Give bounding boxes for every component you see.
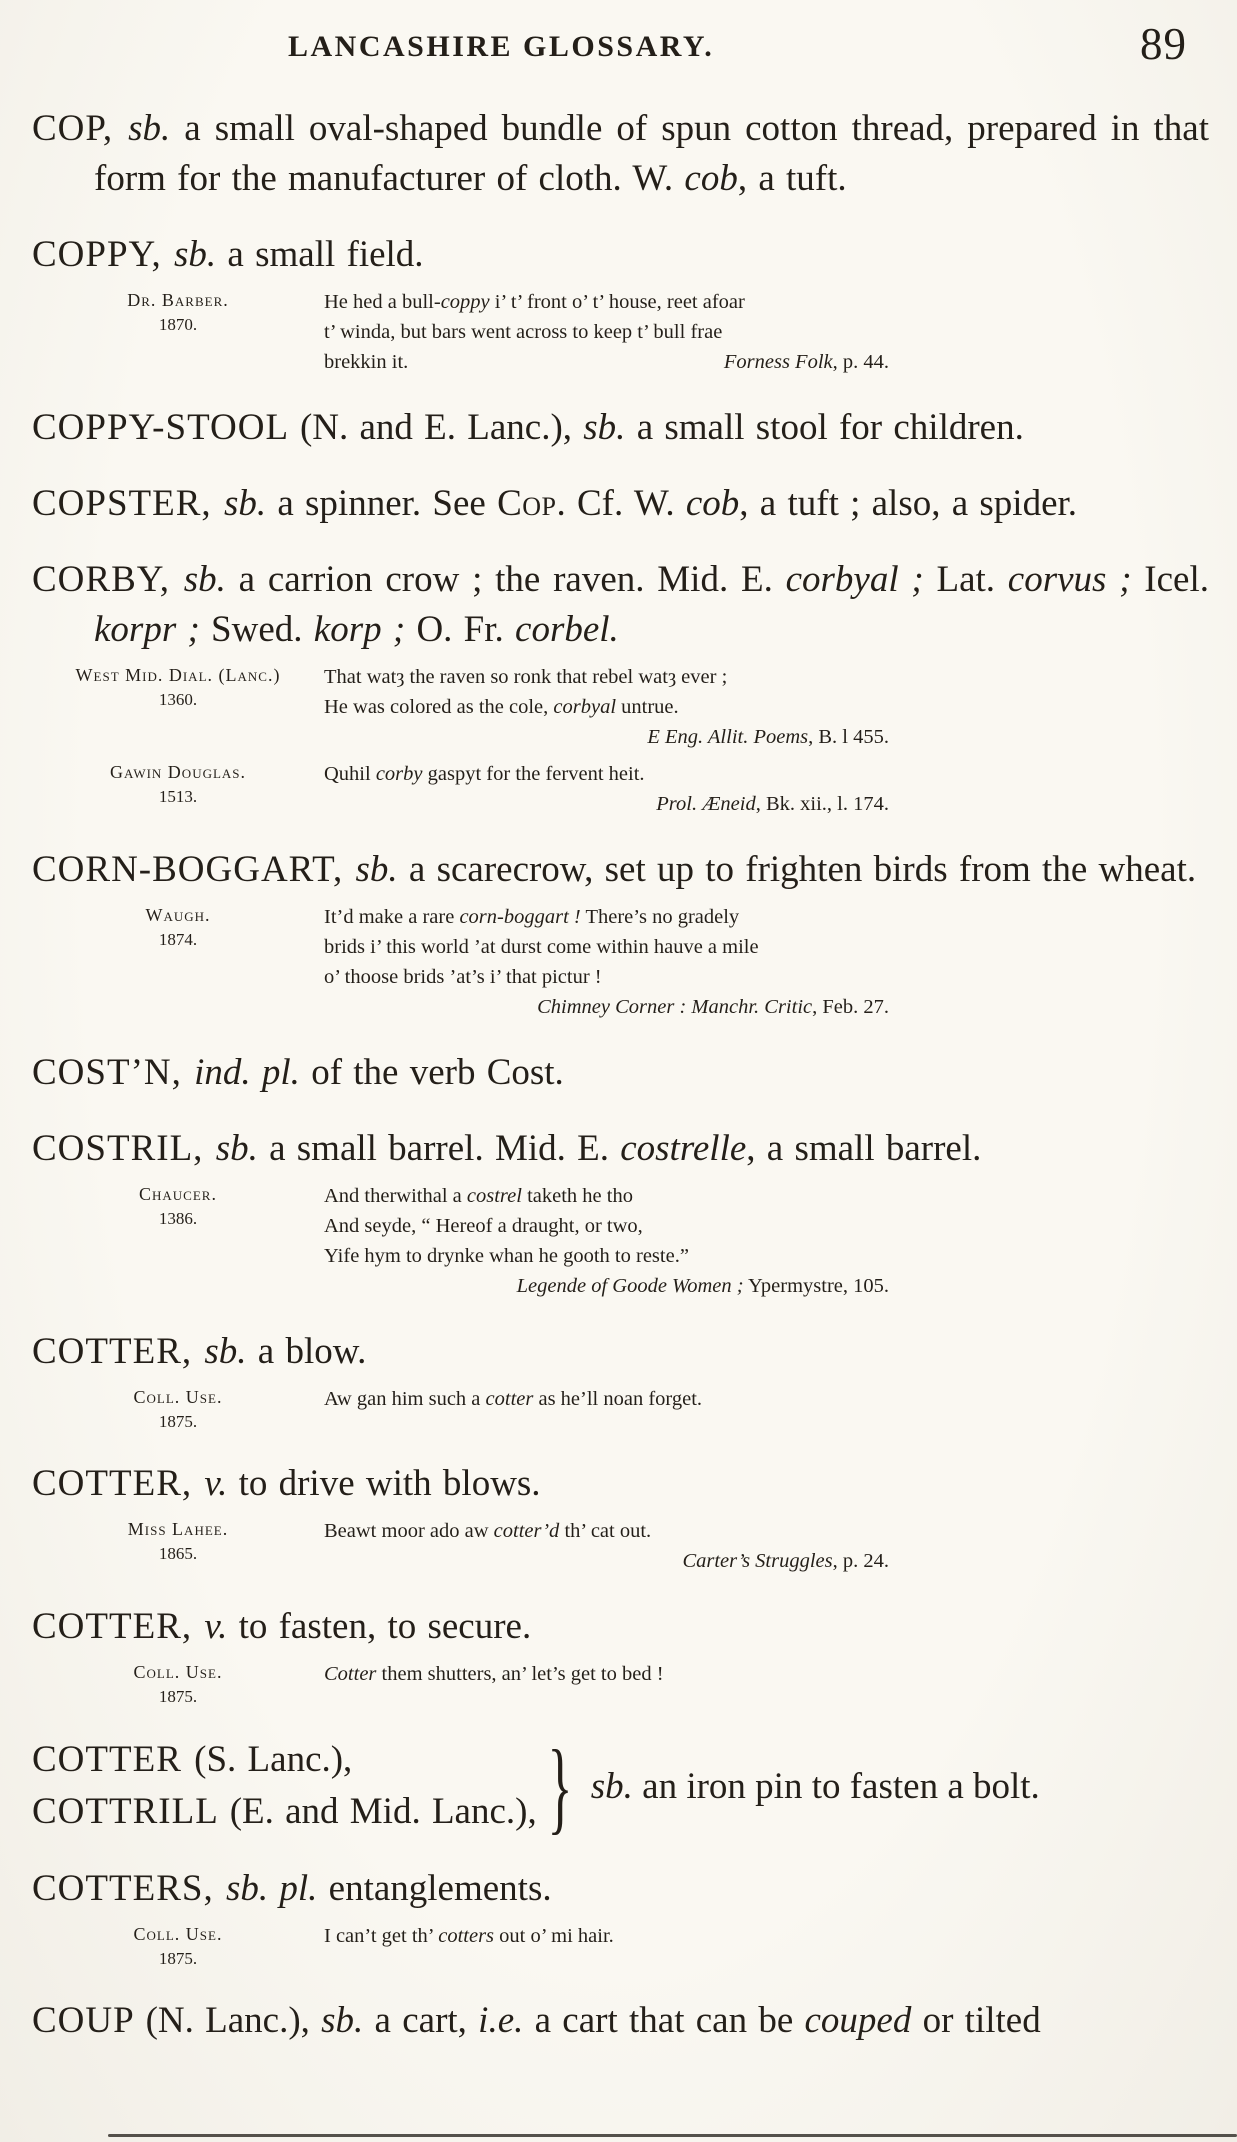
- quote-line: [324, 1241, 889, 1271]
- citation-reference: [324, 992, 889, 1022]
- headword: COPSTER,: [32, 483, 224, 524]
- text: entanglements.: [317, 1868, 552, 1909]
- italic-text: corbyal ;: [785, 559, 924, 600]
- italic-text: korp ;: [313, 609, 406, 650]
- italic-text: cob: [685, 483, 740, 524]
- text: (E. and Mid. Lanc.),: [229, 1791, 537, 1832]
- text: I can’t get th’: [324, 1925, 439, 1947]
- citation-year: 1875.: [158, 1687, 198, 1706]
- text: Quhil: [324, 763, 376, 785]
- italic-text: sb.: [223, 483, 267, 524]
- entry-coppy: [32, 230, 1209, 377]
- citation-quote: [324, 902, 889, 1022]
- text: It’d make a rare: [324, 906, 460, 928]
- italic-text: E Eng. Allit. Poems: [647, 726, 809, 748]
- citation-year: 1870.: [158, 315, 198, 334]
- citation-source: Chaucer.: [139, 1184, 217, 1204]
- italic-text: cotter: [485, 1388, 534, 1410]
- italic-text: corvus ;: [1007, 559, 1132, 600]
- entry-coppy-stool: [32, 403, 1209, 453]
- text: He hed a bull-: [324, 291, 441, 313]
- italic-text: i.e.: [478, 2000, 524, 2041]
- italic-text: sb. pl.: [225, 1868, 318, 1909]
- text: out o’ mi hair.: [494, 1925, 614, 1947]
- headword: COPPY,: [32, 234, 175, 275]
- headword: COTTERS,: [32, 1868, 226, 1909]
- entry-cotter-drive: [32, 1459, 1209, 1576]
- headword: COPPY-STOOL: [32, 407, 300, 448]
- citation-quote: [324, 1384, 889, 1414]
- text: to fasten, to secure.: [227, 1606, 532, 1647]
- text: a spinner. See: [266, 483, 498, 524]
- entry-headline: [32, 1734, 537, 1786]
- italic-text: cotter’d: [493, 1520, 560, 1542]
- citation-source: West Mid. Dial. (Lanc.): [75, 665, 281, 685]
- text: , B. l 455.: [808, 726, 889, 748]
- citation: [32, 1384, 1209, 1433]
- text: , a tuft.: [737, 158, 847, 199]
- citation: [32, 662, 1209, 752]
- text: , p. 24.: [832, 1550, 889, 1572]
- text: a small barrel. Mid. E.: [257, 1128, 621, 1169]
- italic-text: cotters: [438, 1925, 495, 1947]
- citation-source: Dr. Barber.: [127, 290, 229, 310]
- text: th’ cat out.: [559, 1520, 652, 1542]
- citation-reference: [324, 789, 889, 819]
- headword: COTTER,: [32, 1606, 205, 1647]
- text: . Cf. W.: [556, 483, 686, 524]
- quote-line: [324, 1181, 889, 1211]
- text: as he’ll noan forget.: [533, 1388, 703, 1410]
- italic-text: sb.: [590, 1765, 633, 1807]
- text: i’ t’ front o’ t’ house, reet afoar: [489, 291, 745, 313]
- quote-line: [324, 962, 889, 992]
- italic-text: sb.: [174, 234, 217, 275]
- italic-text: korpr ;: [94, 609, 200, 650]
- page-header: [32, 16, 1209, 78]
- text: And seyde, “ Hereof a draught, or two,: [324, 1215, 643, 1237]
- citation-year: 1874.: [158, 930, 198, 949]
- citation-source: Miss Lahee.: [127, 1519, 229, 1539]
- italic-text: sb.: [355, 849, 398, 890]
- citation-attribution: [32, 1659, 324, 1708]
- citation-attribution: [32, 287, 324, 336]
- italic-text: Cotter: [324, 1663, 377, 1685]
- quote-line: [324, 1211, 889, 1241]
- citation: [32, 902, 1209, 1022]
- citation: [32, 759, 1209, 819]
- text: untrue.: [616, 696, 679, 718]
- citation: [32, 1516, 1209, 1576]
- headword: COST’N,: [32, 1052, 195, 1093]
- page-number: 89: [1140, 19, 1187, 69]
- quote-line: [324, 1921, 889, 1951]
- quote-line: [324, 317, 889, 347]
- text: He was colored as the cole,: [324, 696, 554, 718]
- quote-line: [324, 1659, 889, 1689]
- quote-line: [324, 692, 889, 722]
- citation-attribution: [32, 759, 324, 808]
- text: O. Fr.: [405, 609, 516, 650]
- citation-quote: [324, 287, 889, 377]
- text: gaspyt for the fervent heit.: [422, 763, 645, 785]
- entry-headline: [32, 403, 1209, 453]
- text: to drive with blows.: [227, 1463, 541, 1504]
- quote-line: [324, 662, 889, 692]
- citation-reference: [324, 1271, 889, 1301]
- citation-quote: [324, 1181, 889, 1301]
- quote-line: [324, 1516, 889, 1546]
- text: (S. Lanc.),: [194, 1739, 353, 1780]
- quote-line: [324, 287, 889, 317]
- citation: [32, 1659, 1209, 1708]
- headword: COP,: [32, 108, 129, 149]
- citation-source: Waugh.: [145, 905, 211, 925]
- entry-costril: [32, 1124, 1209, 1301]
- entry-costn: [32, 1048, 1209, 1098]
- headword: CORBY,: [32, 559, 184, 600]
- entry-cop: [32, 104, 1209, 204]
- text: (N. and E. Lanc.),: [299, 407, 584, 448]
- text: t’ winda, but bars went across to keep t’ bull frae: [324, 321, 723, 343]
- text: (N. Lanc.),: [145, 2000, 322, 2041]
- italic-text: couped: [804, 2000, 912, 2041]
- text: brids i’ this world ’at durst come within hauve a mile: [324, 936, 759, 958]
- citation-source: Coll. Use.: [133, 1924, 223, 1944]
- entry-headline: [32, 1786, 537, 1838]
- italic-text: sb.: [583, 407, 626, 448]
- entry-headline: [32, 555, 1209, 655]
- text: them shutters, an’ let’s get to bed !: [376, 1663, 664, 1685]
- text: , p. 44.: [832, 351, 889, 373]
- italic-text: v.: [204, 1606, 228, 1647]
- text: a small stool for children.: [625, 407, 1024, 448]
- text: a small oval-shaped bundle of spun cotton thread, prepared in that form for the manufacturer of cloth. W.: [94, 108, 1209, 199]
- headword: COSTRIL,: [32, 1128, 216, 1169]
- citation-attribution: [32, 1384, 324, 1433]
- citation-quote: [324, 759, 889, 819]
- italic-text: sb.: [183, 559, 226, 600]
- running-title: LANCASHIRE GLOSSARY.: [288, 30, 715, 63]
- quote-line: [324, 902, 889, 932]
- italic-text: sb.: [215, 1128, 258, 1169]
- citation-source: Coll. Use.: [133, 1387, 223, 1407]
- italic-text: corby: [375, 763, 423, 785]
- citation-attribution: [32, 662, 324, 711]
- text: a scarecrow, set up to frighten birds from the wheat.: [397, 849, 1197, 890]
- citation-reference: [324, 722, 889, 752]
- text: Yife hym to drynke whan he gooth to reste.”: [324, 1245, 689, 1267]
- headword: COTTER: [32, 1739, 195, 1780]
- text: a cart that can be: [523, 2000, 805, 2041]
- entry-headline: [32, 1124, 1209, 1174]
- italic-text: cob: [684, 158, 738, 199]
- text: And therwithal a: [324, 1185, 467, 1207]
- entry-headline: [32, 845, 1209, 895]
- brace-glyph: }: [547, 1728, 573, 1844]
- citation-year: 1360.: [158, 690, 198, 709]
- brace-headwords: [32, 1734, 537, 1838]
- italic-text: costrel: [466, 1185, 522, 1207]
- citation-attribution: [32, 902, 324, 951]
- text: , Feb. 27.: [812, 996, 889, 1018]
- text: brekkin it.: [324, 351, 409, 373]
- smallcaps-text: Cop: [497, 483, 557, 524]
- entry-copster: [32, 479, 1209, 529]
- entry-cotter-fasten: [32, 1602, 1209, 1708]
- entry-headline: [32, 1602, 1209, 1652]
- quote-line: [324, 932, 889, 962]
- text: That watȝ the raven so ronk that rebel watȝ ever ;: [324, 666, 728, 688]
- citation-attribution: [32, 1921, 324, 1970]
- entry-cotter-blow: [32, 1327, 1209, 1433]
- text: There’s no gradely: [580, 906, 740, 928]
- citation-quote: [324, 1516, 889, 1576]
- text: Aw gan him such a: [324, 1388, 486, 1410]
- entry-headline: [32, 1327, 1209, 1377]
- italic-text: Legende of Goode Women ;: [516, 1275, 744, 1297]
- italic-text: sb.: [321, 2000, 364, 2041]
- entry-headline: [32, 1048, 1209, 1098]
- citation-source: Gawin Douglas.: [109, 762, 247, 782]
- citation-year: 1875.: [158, 1949, 198, 1968]
- entry-coup: [32, 1996, 1209, 2046]
- entry-cotter-cottrill: [32, 1728, 1209, 1844]
- text: of the verb Cost.: [299, 1052, 564, 1093]
- citation-year: 1386.: [158, 1209, 198, 1228]
- italic-text: corbel.: [515, 609, 619, 650]
- citation-attribution: [32, 1181, 324, 1230]
- citation-quote: [324, 662, 889, 752]
- text: a cart,: [363, 2000, 479, 2041]
- entry-headline: [32, 230, 1209, 280]
- entry-corn-boggart: [32, 845, 1209, 1022]
- italic-text: Forness Folk: [723, 351, 833, 373]
- citation-year: 1513.: [158, 787, 198, 806]
- entry-headline: [32, 104, 1209, 204]
- headword: CORN-BOGGART,: [32, 849, 356, 890]
- italic-text: costrelle: [620, 1128, 747, 1169]
- citation-quote: [324, 1921, 889, 1951]
- quote-line: [324, 759, 889, 789]
- citation: [32, 1921, 1209, 1970]
- citation-year: 1875.: [158, 1412, 198, 1431]
- italic-text: Chimney Corner : Manchr. Critic: [537, 996, 813, 1018]
- text: a blow.: [246, 1331, 367, 1372]
- entry-headline: [32, 479, 1209, 529]
- italic-text: sb.: [204, 1331, 247, 1372]
- scan-artifact-line: [108, 2134, 1237, 2137]
- text: a carrion crow ; the raven. Mid. E.: [225, 559, 786, 600]
- citation-quote: [324, 1659, 889, 1689]
- citation-reference: [724, 347, 889, 377]
- citation: [32, 1181, 1209, 1301]
- text: taketh he tho: [521, 1185, 633, 1207]
- text: Swed.: [199, 609, 314, 650]
- italic-text: corn-boggart !: [459, 906, 581, 928]
- text: , a tuft ; also, a spider.: [739, 483, 1078, 524]
- italic-text: Prol. Æneid: [656, 793, 756, 815]
- quote-text: [324, 347, 408, 377]
- italic-text: ind. pl.: [194, 1052, 300, 1093]
- quote-line: [324, 1384, 889, 1414]
- citation-attribution: [32, 1516, 324, 1565]
- text: an iron pin to fasten a bolt.: [632, 1765, 1040, 1807]
- citation-reference: [324, 1546, 889, 1576]
- headword: COTTER,: [32, 1463, 205, 1504]
- text: Icel.: [1131, 559, 1209, 600]
- italic-text: corbyal: [553, 696, 617, 718]
- entries: [32, 104, 1209, 2046]
- text: a small field.: [216, 234, 424, 275]
- text: Lat.: [923, 559, 1008, 600]
- citation: [32, 287, 1209, 377]
- italic-text: v.: [204, 1463, 228, 1504]
- headword: COUP: [32, 2000, 146, 2041]
- italic-text: Carter’s Struggles: [682, 1550, 833, 1572]
- entry-corby: [32, 555, 1209, 819]
- text: , Bk. xii., l. 174.: [755, 793, 889, 815]
- entry-headline: [32, 1459, 1209, 1509]
- entry-headline: [32, 1864, 1209, 1914]
- italic-text: sb.: [128, 108, 171, 149]
- italic-text: coppy: [440, 291, 490, 313]
- headword: COTTRILL: [32, 1791, 230, 1832]
- headword: COTTER,: [32, 1331, 205, 1372]
- quote-line: [324, 347, 889, 377]
- text: Beawt moor ado aw: [324, 1520, 494, 1542]
- text: or tilted: [911, 2000, 1041, 2041]
- text: , a small barrel.: [746, 1128, 982, 1169]
- text: Ypermystre, 105.: [743, 1275, 889, 1297]
- text: o’ thoose brids ’at’s i’ that pictur !: [324, 966, 602, 988]
- citation-source: Coll. Use.: [133, 1662, 223, 1682]
- entry-headline: [32, 1996, 1209, 2046]
- entry-cotters: [32, 1864, 1209, 1970]
- entry-definition: [583, 1765, 1040, 1808]
- citation-year: 1865.: [158, 1544, 198, 1563]
